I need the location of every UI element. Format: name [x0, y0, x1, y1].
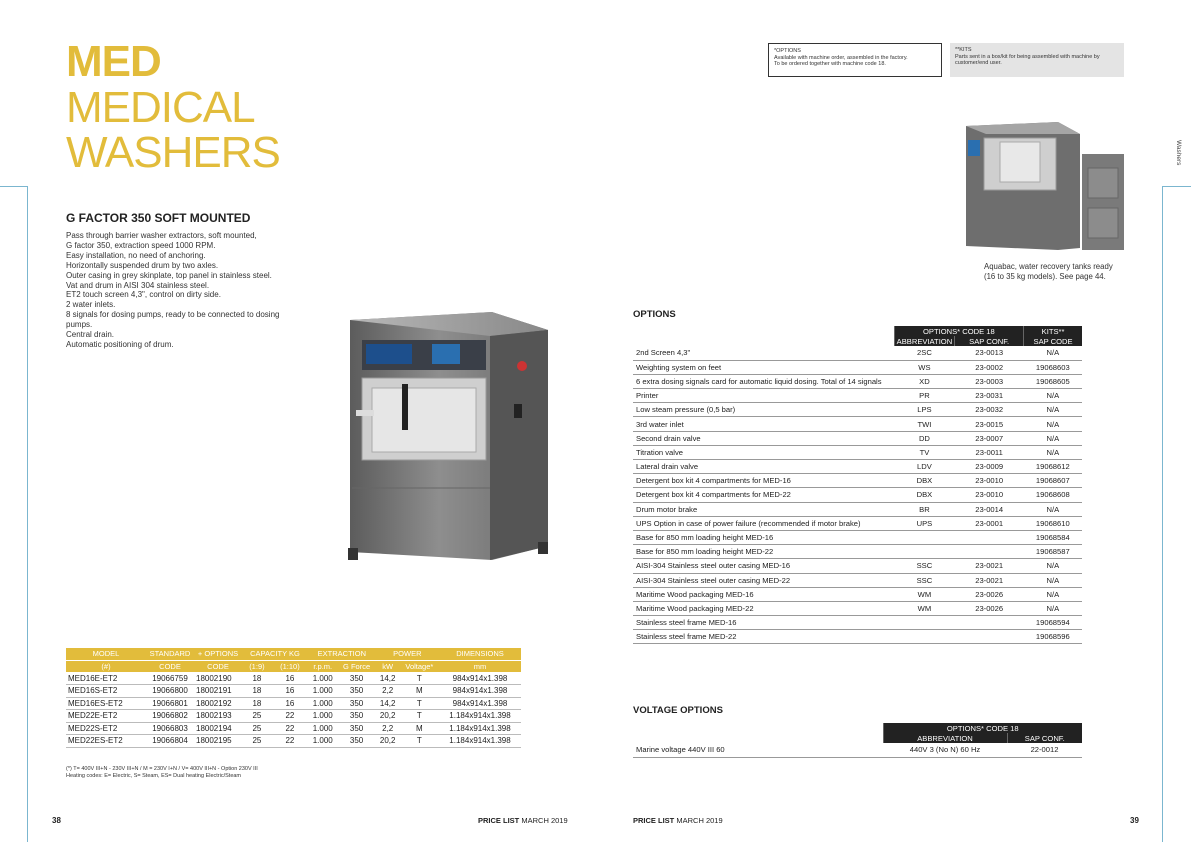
cell: 440V 3 (No N) 60 Hz [883, 743, 1007, 757]
model-table-notes [66, 766, 258, 780]
cell: 23-0010 [955, 488, 1024, 502]
note-line: Parts sent in a box/kit for being assembled with machine by [955, 53, 1100, 60]
cell: XD [894, 374, 955, 388]
cell: WM [894, 601, 955, 615]
cell: 984x914x1.398 [439, 685, 521, 698]
cell: DD [894, 431, 955, 445]
cell: 19066803 [146, 722, 194, 735]
table-row [633, 530, 1082, 544]
footer-date: MARCH 2019 [676, 816, 723, 825]
blank-header [633, 326, 894, 336]
col-sap-conf: SAP CONF. [1007, 733, 1082, 743]
cell: N/A [1024, 587, 1082, 601]
cell: 19068612 [1024, 460, 1082, 474]
cell: N/A [1024, 417, 1082, 431]
cell: 23-0015 [955, 417, 1024, 431]
cell: LDV [894, 460, 955, 474]
cell [894, 545, 955, 559]
cell: T [400, 710, 439, 723]
footer-bold: PRICE LIST [478, 816, 520, 825]
col-sap-conf: SAP CONF. [955, 336, 1024, 346]
caption-line: (16 to 35 kg models). See page 44. [984, 272, 1106, 281]
desc-line: pumps. [66, 320, 93, 330]
sub-header: Voltage* [400, 660, 439, 672]
table-row [66, 697, 521, 710]
cell: MED22S-ET2 [66, 722, 146, 735]
options-heading: OPTIONS [633, 309, 676, 320]
sub-header: CODE [146, 660, 194, 672]
note-line: Available with machine order, assembled in the factory. [774, 54, 908, 61]
cell: 18 [242, 672, 272, 685]
product-heading: G FACTOR 350 SOFT MOUNTED [66, 211, 251, 225]
table-row [633, 630, 1082, 644]
cell: 19068608 [1024, 488, 1082, 502]
cell: AISI-304 Stainless steel outer casing MED-22 [633, 573, 894, 587]
footer-right [633, 816, 723, 825]
cell: 18002193 [194, 710, 242, 723]
cell: Detergent box kit 4 compartments for MED-22 [633, 488, 894, 502]
table-row [66, 710, 521, 723]
voltage-heading: VOLTAGE OPTIONS [633, 705, 723, 716]
cell: 3rd water inlet [633, 417, 894, 431]
desc-line: G factor 350, extraction speed 1000 RPM. [66, 240, 216, 250]
cell: 18002195 [194, 735, 242, 748]
cell: 16 [272, 685, 308, 698]
cell: 350 [338, 697, 376, 710]
desc-line: Pass through barrier washer extractors, soft mounted, [66, 231, 257, 240]
cell: 14,2 [376, 697, 400, 710]
table-row [633, 743, 1082, 757]
table-row [633, 488, 1082, 502]
cell: N/A [1024, 403, 1082, 417]
table-row [66, 672, 521, 685]
cell: Second drain valve [633, 431, 894, 445]
cell: DBX [894, 488, 955, 502]
cell: WS [894, 360, 955, 374]
table-row [633, 417, 1082, 431]
right-margin-line [1162, 186, 1191, 187]
table-row [633, 516, 1082, 530]
title-line-washers: WASHERS [66, 128, 280, 177]
table-row [66, 685, 521, 698]
cell: T [400, 735, 439, 748]
kits-note-box [950, 43, 1124, 77]
cell: 1.000 [308, 685, 338, 698]
cell: 14,2 [376, 672, 400, 685]
cell: 22 [272, 710, 308, 723]
cell: 18 [242, 685, 272, 698]
page-number-right: 39 [1130, 816, 1139, 825]
cell: 18002194 [194, 722, 242, 735]
table-row [633, 616, 1082, 630]
sub-header: (#) [66, 660, 146, 672]
col-abbreviation: ABBREVIATION [894, 336, 955, 346]
note-line: (*) T= 400V III+N - 230V III+N / M = 230V I+N / V= 400V III+N - Option 230V III [66, 766, 258, 772]
sub-header: kW [376, 660, 400, 672]
aquabac-caption [984, 262, 1113, 282]
cell: 19066759 [146, 672, 194, 685]
cell: 350 [338, 685, 376, 698]
cell: UPS [894, 516, 955, 530]
cell: 1.000 [308, 735, 338, 748]
col-extraction: EXTRACTION [308, 648, 376, 660]
cell: 19066800 [146, 685, 194, 698]
cell: 25 [242, 735, 272, 748]
footer-date: MARCH 2019 [521, 816, 568, 825]
cell: M [400, 685, 439, 698]
cell: DBX [894, 474, 955, 488]
cell: 2,2 [376, 722, 400, 735]
cell: N/A [1024, 502, 1082, 516]
cell: 20,2 [376, 710, 400, 723]
footer-left [478, 816, 568, 825]
cell: 19068584 [1024, 530, 1082, 544]
col-standard: STANDARD [146, 648, 194, 660]
title-line-medical: MEDICAL [66, 83, 255, 132]
cell: 23-0026 [955, 601, 1024, 615]
desc-line: Easy installation, no need of anchoring. [66, 250, 206, 260]
cell: 19068605 [1024, 374, 1082, 388]
product-description [66, 231, 286, 350]
cell: Detergent box kit 4 compartments for MED-16 [633, 474, 894, 488]
cell: 19068594 [1024, 616, 1082, 630]
col-options: + OPTIONS [194, 648, 242, 660]
cell: WM [894, 587, 955, 601]
cell [894, 616, 955, 630]
table-row [633, 474, 1082, 488]
cell [955, 545, 1024, 559]
table-row [633, 360, 1082, 374]
table-row [633, 389, 1082, 403]
col-capacity: CAPACITY KG [242, 648, 308, 660]
cell: 350 [338, 735, 376, 748]
table-row [633, 545, 1082, 559]
cell: Weighting system on feet [633, 360, 894, 374]
col-abbreviation: ABBREVIATION [883, 733, 1007, 743]
cell: 19068596 [1024, 630, 1082, 644]
voltage-table [633, 723, 1082, 758]
options-table [633, 326, 1082, 644]
cell: 1.000 [308, 722, 338, 735]
cell: 25 [242, 722, 272, 735]
cell: N/A [1024, 445, 1082, 459]
table-row [633, 431, 1082, 445]
cell: Marine voltage 440V III 60 [633, 743, 883, 757]
cell: 984x914x1.398 [439, 697, 521, 710]
cell [955, 616, 1024, 630]
cell: 22 [272, 722, 308, 735]
options-note-box [768, 43, 942, 77]
cell: AISI-304 Stainless steel outer casing MED-16 [633, 559, 894, 573]
page-number-left: 38 [52, 816, 61, 825]
cell: M [400, 722, 439, 735]
desc-line: 2 water inlets. [66, 300, 116, 310]
cell: 2nd Screen 4,3" [633, 346, 894, 360]
table-row [633, 445, 1082, 459]
cell: Base for 850 mm loading height MED-22 [633, 545, 894, 559]
washer-machine-image [342, 308, 552, 562]
right-margin-vline [1162, 186, 1163, 842]
note-line: To be ordered together with machine code 18. [774, 61, 886, 67]
cell: 23-0032 [955, 403, 1024, 417]
cell: 16 [272, 697, 308, 710]
cell: 23-0021 [955, 559, 1024, 573]
desc-line: Outer casing in grey skinplate, top panel in stainless steel. [66, 270, 272, 280]
cell: 16 [272, 672, 308, 685]
cell: Lateral drain valve [633, 460, 894, 474]
cell: MED16ES-ET2 [66, 697, 146, 710]
cell: 19068603 [1024, 360, 1082, 374]
cell: N/A [1024, 431, 1082, 445]
table-row [633, 601, 1082, 615]
left-margin-vline [27, 186, 28, 842]
col-model: MODEL [66, 648, 146, 660]
desc-line: Automatic positioning of drum. [66, 339, 174, 349]
cell: 23-0013 [955, 346, 1024, 360]
cell: 19068607 [1024, 474, 1082, 488]
table-row [633, 559, 1082, 573]
cell: 1.184x914x1.398 [439, 722, 521, 735]
desc-line: ET2 touch screen 4,3", control on dirty side. [66, 290, 221, 300]
brand-title: MED [66, 37, 161, 86]
desc-line: Central drain. [66, 330, 115, 340]
cell: 19066804 [146, 735, 194, 748]
col-dimensions: DIMENSIONS [439, 648, 521, 660]
cell: N/A [1024, 559, 1082, 573]
cell: MED16E-ET2 [66, 672, 146, 685]
table-row [633, 460, 1082, 474]
cell: 23-0026 [955, 587, 1024, 601]
cell: 2,2 [376, 685, 400, 698]
sub-header: G Force [338, 660, 376, 672]
model-table [66, 648, 521, 748]
cell: MED22E-ET2 [66, 710, 146, 723]
cell: 23-0014 [955, 502, 1024, 516]
cell: BR [894, 502, 955, 516]
note-line: customer/end user. [955, 60, 1002, 66]
cell: UPS Option in case of power failure (recommended if motor brake) [633, 516, 894, 530]
cell: Maritime Wood packaging MED-16 [633, 587, 894, 601]
cell: 23-0031 [955, 389, 1024, 403]
table-row [633, 587, 1082, 601]
cell: TWI [894, 417, 955, 431]
cell: MED22ES-ET2 [66, 735, 146, 748]
cell: Base for 850 mm loading height MED-16 [633, 530, 894, 544]
cell: T [400, 697, 439, 710]
cell: Stainless steel frame MED-16 [633, 616, 894, 630]
cell: 23-0009 [955, 460, 1024, 474]
voltage-group-header: OPTIONS* CODE 18 [883, 723, 1082, 733]
table-row [633, 374, 1082, 388]
kits-group-header: KITS** [1024, 326, 1082, 336]
blank-header [633, 733, 883, 743]
cell: 23-0010 [955, 474, 1024, 488]
cell: 350 [338, 672, 376, 685]
cell: 1.184x914x1.398 [439, 710, 521, 723]
cell: 19066802 [146, 710, 194, 723]
cell: 1.000 [308, 672, 338, 685]
cell: Titration valve [633, 445, 894, 459]
cell [894, 630, 955, 644]
cell: 23-0001 [955, 516, 1024, 530]
cell: 23-0003 [955, 374, 1024, 388]
cell: 350 [338, 710, 376, 723]
blank-header [633, 723, 883, 733]
cell: 19066801 [146, 697, 194, 710]
desc-line: Vat and drum in AISI 304 stainless steel. [66, 280, 210, 290]
table-row [633, 346, 1082, 360]
cell: 19068587 [1024, 545, 1082, 559]
col-sap-code: SAP CODE [1024, 336, 1082, 346]
cell: 984x914x1.398 [439, 672, 521, 685]
cell: 1.000 [308, 697, 338, 710]
blank-header [633, 336, 894, 346]
cell: PR [894, 389, 955, 403]
cell: 23-0021 [955, 573, 1024, 587]
sub-header: (1:10) [272, 660, 308, 672]
cell: Drum motor brake [633, 502, 894, 516]
desc-line: 8 signals for dosing pumps, ready to be connected to dosing [66, 310, 280, 320]
cell: SSC [894, 573, 955, 587]
col-power: POWER [376, 648, 439, 660]
sub-header: r.p.m. [308, 660, 338, 672]
cell: N/A [1024, 601, 1082, 615]
cell: 18 [242, 697, 272, 710]
cell: 22 [272, 735, 308, 748]
desc-line: Horizontally suspended drum by two axles. [66, 260, 219, 270]
note-title: *OPTIONS [774, 48, 801, 54]
cell: SSC [894, 559, 955, 573]
cell: 23-0007 [955, 431, 1024, 445]
cell: 19068610 [1024, 516, 1082, 530]
cell: 18002192 [194, 697, 242, 710]
note-line: Heating codes: E= Electric, S= Steam, ES= Dual heating Electric/Steam [66, 773, 242, 779]
footer-bold: PRICE LIST [633, 816, 675, 825]
sub-header: (1:9) [242, 660, 272, 672]
side-label: Washers [1175, 140, 1182, 166]
cell: 20,2 [376, 735, 400, 748]
cell: Low steam pressure (0,5 bar) [633, 403, 894, 417]
sub-header: mm [439, 660, 521, 672]
cell: 350 [338, 722, 376, 735]
cell: N/A [1024, 573, 1082, 587]
cell: 1.184x914x1.398 [439, 735, 521, 748]
table-row [66, 735, 521, 748]
table-row [66, 722, 521, 735]
cell [894, 530, 955, 544]
table-row [633, 403, 1082, 417]
cell: 18002190 [194, 672, 242, 685]
cell [955, 530, 1024, 544]
cell: 25 [242, 710, 272, 723]
caption-line: Aquabac, water recovery tanks ready [984, 262, 1113, 271]
cell: T [400, 672, 439, 685]
left-margin-line [0, 186, 27, 187]
cell: 18002191 [194, 685, 242, 698]
cell: 1.000 [308, 710, 338, 723]
cell: TV [894, 445, 955, 459]
cell: Maritime Wood packaging MED-22 [633, 601, 894, 615]
cell: 23-0011 [955, 445, 1024, 459]
cell: N/A [1024, 389, 1082, 403]
cell [955, 630, 1024, 644]
cell: Printer [633, 389, 894, 403]
cell: N/A [1024, 346, 1082, 360]
table-row [633, 502, 1082, 516]
cell: 22-0012 [1007, 743, 1082, 757]
cell: 2SC [894, 346, 955, 360]
note-title: **KITS [955, 47, 972, 53]
cell: LPS [894, 403, 955, 417]
sub-header: CODE [194, 660, 242, 672]
options-group-header: OPTIONS* CODE 18 [894, 326, 1023, 336]
cell: Stainless steel frame MED-22 [633, 630, 894, 644]
aquabac-image [962, 118, 1126, 252]
cell: 23-0002 [955, 360, 1024, 374]
cell: MED16S-ET2 [66, 685, 146, 698]
table-row [633, 573, 1082, 587]
cell: 6 extra dosing signals card for automatic liquid dosing. Total of 14 signals [633, 374, 894, 388]
